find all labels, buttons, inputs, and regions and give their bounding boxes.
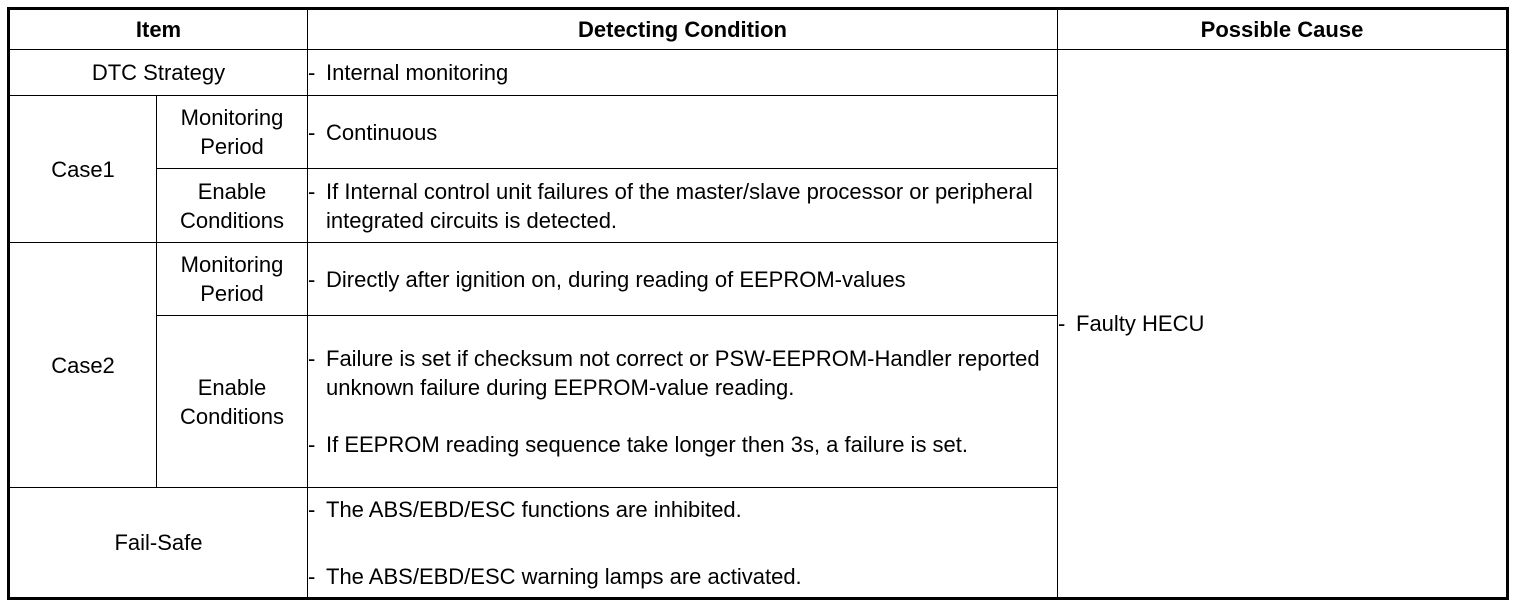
case2-monitoring-period-label: Monitoring Period: [157, 243, 308, 316]
header-detecting-condition: Detecting Condition: [308, 9, 1058, 50]
dtc-table: [7, 7, 1509, 600]
row-dtc-strategy: [9, 50, 1508, 96]
possible-cause-text: Faulty HECU: [1076, 311, 1205, 336]
case1-enable-conditions: - If Internal control unit failures of the master/slave processor or peripheral integrated circuits is detected.: [308, 169, 1058, 243]
case1-enable-conditions-label: Enable Conditions: [157, 169, 308, 243]
fail-safe-label: Fail-Safe: [9, 488, 308, 599]
case1-monitoring-period: - Continuous: [308, 96, 1058, 169]
case1-label: Case1: [9, 96, 157, 243]
fail-safe-text-1: The ABS/EBD/ESC functions are inhibited.: [326, 496, 742, 522]
case1-enable-text: If Internal control unit failures of the master/slave processor or peripheral integrated circuits is detected.: [326, 178, 1033, 233]
dtc-strategy-label: DTC Strategy: [9, 50, 308, 96]
case2-monitoring-period: - Directly after ignition on, during reading of EEPROM-values: [308, 243, 1058, 316]
case2-enable-text-1: Failure is set if checksum not correct or PSW-EEPROM-Handler reported unknown failure during EEPROM-value reading.: [326, 346, 1040, 400]
dtc-strategy-text: Internal monitoring: [326, 60, 509, 85]
header-item: Item: [9, 9, 308, 50]
case2-enable-text-2: If EEPROM reading sequence take longer then 3s, a failure is set.: [326, 432, 969, 457]
fail-safe-text-2: The ABS/EBD/ESC warning lamps are activated.: [326, 563, 802, 589]
dtc-strategy-condition: - Internal monitoring: [308, 50, 1058, 96]
possible-cause-cell: - Faulty HECU: [1058, 50, 1508, 599]
header-row: [9, 9, 1508, 50]
case2-monitoring-text: Directly after ignition on, during reading of EEPROM-values: [326, 266, 906, 292]
fail-safe-conditions: - The ABS/EBD/ESC functions are inhibited. - The ABS/EBD/ESC warning lamps are activated.: [308, 488, 1058, 599]
case2-label: Case2: [9, 243, 157, 488]
case2-enable-conditions: - Failure is set if checksum not correct or PSW-EEPROM-Handler reported unknown failure during EEPROM-value reading. - If EEPROM reading sequence take longer then 3s, a failure is set.: [308, 316, 1058, 488]
header-possible-cause: Possible Cause: [1058, 9, 1508, 50]
case1-monitoring-period-label: Monitoring Period: [157, 96, 308, 169]
case1-monitoring-text: Continuous: [326, 119, 438, 145]
case2-enable-conditions-label: Enable Conditions: [157, 316, 308, 488]
